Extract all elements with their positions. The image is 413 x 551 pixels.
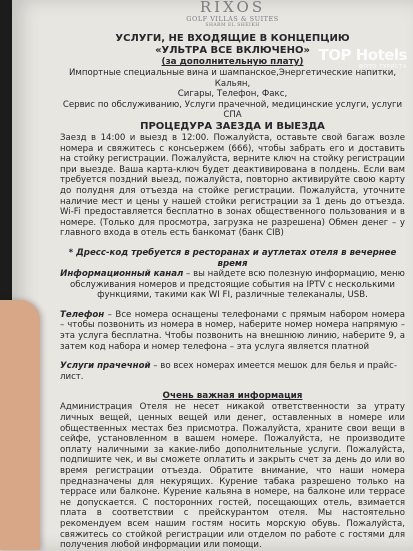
checkin-title: ПРОЦЕДУРА ЗАЕЗДА И ВЫЕЗДА	[140, 120, 325, 132]
laundry-label: Услуги прачечной	[60, 361, 151, 372]
extras-line-3: Сервис по обслуживанию, Услуги прачечной, медицинские услуги, услуги СПА	[62, 99, 403, 121]
brand-location: SHARM EL SHEIKH	[205, 23, 260, 28]
info-channel	[60, 269, 405, 301]
brand-subtitle: GOLF VILLAS & SUITES	[186, 15, 279, 23]
thumb	[0, 300, 40, 550]
phone-paragraph	[60, 310, 405, 352]
services-title-fee: (за дополнительную плату)	[161, 57, 304, 67]
extras-line-2: Сигары, Телефон, Факс,	[177, 89, 288, 100]
services-title: УСЛУГИ, НЕ ВХОДЯЩИЕ В КОНЦЕПЦИЮ	[115, 33, 350, 44]
tophotels-watermark	[319, 46, 407, 70]
services-title-concept: «УЛЬТРА ВСЕ ВКЛЮЧЕНО»	[155, 45, 310, 56]
info-label: Информационный канал	[60, 269, 184, 280]
phone-label: Телефон	[60, 309, 105, 320]
laundry-body: – во всех номерах имеется мешок для белья и прайс-лист.	[60, 361, 397, 382]
watermark-brand: TOP Hotels	[318, 46, 407, 64]
checkin-body: Заезд в 14:00 и выезд в 12:00. Пожалуйста, оставьте свой багаж возле номера и свяжитесь с консьержем (666), чтобы забрать его и доставить на стойку регистрации. Пожалуйста, верните ключ на стойку регистрации при выезде. Ваша карта-ключ будет деактивирована в полдень. Если вам требуется поздний выезд, пожалуйста, повторно активируйте свою карту до полудня для отъезда на стойке регистрации. Пожалуйста, уточните наличие мест и цены у нашей стойки регистрации за 1 день до отъезда. Wi-Fi предоставляется бесплатно в зонах общественного пользования и в номере. (Только для просмотра, загрузка не разрешена) Обмен денег – у главного входа в отель есть банкомат (банк CIB)	[60, 132, 405, 239]
watermark-tagline: ФОТО ТУРИСТА	[358, 64, 407, 70]
important-body: Администрация Отеля не несет никакой ответственности за утрату личных вещей, ценных вещей или денег, оставленных в номере или общественных местах без присмотра. Пожалуйста, храните свои вещи в сейфе, установленном в вашем номере. Пожалуйста, не производите оплату наличными за какие-либо дополнительные услуги. Пожалуйста, подпишите чек, и вы сможете оплатить и закрыть счет за день до или во время регистрации отъезда. Обратите внимание, что наши номера предназначены для некурящих. Курение табака разрешено только на террасе или балконе. Курение кальяна в номере, на балконе или террасе не допускается. С посторонних гостей, посещающих отель, взимается плата в соответствии с прейскурантом отеля. Мы настоятельно рекомендуем всем нашим гостям носить морскую обувь. Пожалуйста, свяжитесь со стойкой регистрации или отделом по работе с гостями для получения любой информации или помощи.	[60, 402, 405, 551]
brand-logo: RIXOS	[199, 0, 266, 16]
important-title: Очень важная информация	[162, 391, 303, 402]
extras-line-1: Импортные специальные вина и шампанское,Энергетические напитки, Кальян,	[68, 68, 397, 89]
phone-body: – Все номера оснащены телефонами с прямым набором номера – чтобы позвонить из номера в номер, наберите номер номера напрямую – эта услуга бесплатна. Чтобы позвонить на внешнюю линию, наберите 9, а затем код набора и номер телефона – эта услуга является платной	[60, 309, 405, 352]
dress-code: * Дресс-код требуется в ресторанах и аутлетах отеля в вечернее время	[68, 247, 397, 269]
info-body: – вы найдете всю полезную информацию, меню обслуживания номеров и предстоящие события на IPTV с несколькими функциями, такими как WI FI, различные телеканалы, USB.	[70, 269, 405, 301]
hotel-brand	[60, 0, 405, 29]
laundry-paragraph	[60, 361, 405, 382]
document-content	[60, 0, 405, 551]
